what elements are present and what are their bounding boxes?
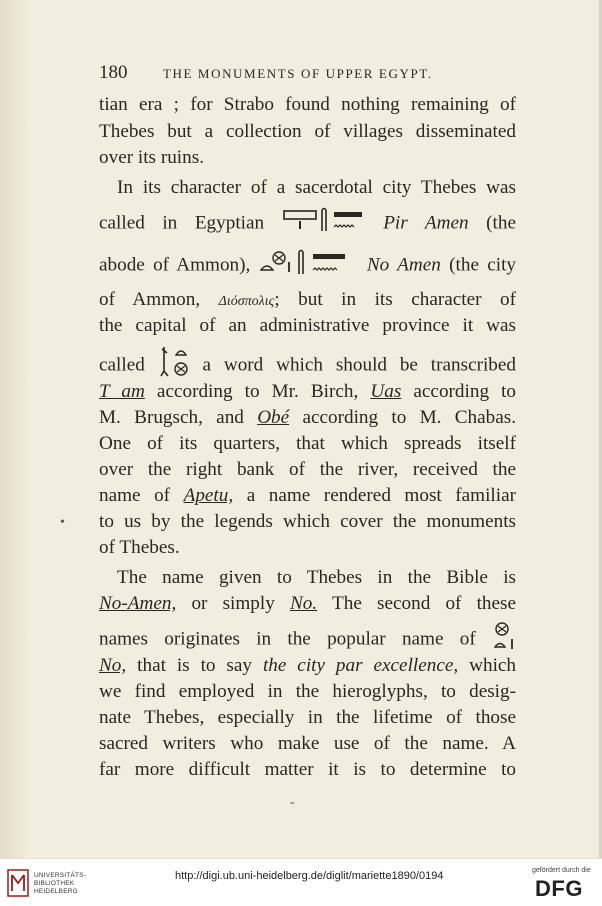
text-line: Thebes but a collection of villages disseminated (99, 121, 516, 142)
text-line: called in Egyptian Pir Amen (the (99, 207, 516, 241)
page-number: 180 (99, 62, 128, 83)
text-line: over its ruins. (99, 147, 204, 168)
text-line: the capital of an administrative province it was (99, 315, 516, 336)
funding-note: gefördert durch die (532, 867, 591, 874)
stray-mark: - (290, 795, 295, 810)
hieroglyph-pir-amen-icon (282, 207, 366, 241)
text-line: we find employed in the hieroglyphs, to desig- (99, 681, 516, 702)
running-header (99, 62, 516, 86)
text-line: nate Thebes, especially in the lifetime of those (99, 707, 516, 728)
hieroglyph-no-amen-icon (259, 248, 359, 284)
text-line: of Thebes. (99, 537, 180, 558)
text-line: over the right bank of the river, received the (99, 459, 516, 480)
text-line: T am according to Mr. Birch, Uas according to (99, 381, 517, 402)
text-line: M. Brugsch, and Obé according to M. Chabas. (99, 407, 517, 428)
text-line: of Ammon, Διόσπολις; but in its character of (99, 289, 517, 310)
text-line: sacred writers who make use of the name. A (99, 733, 516, 754)
text-line: names originates in the popular name of (99, 621, 516, 659)
source-url-link[interactable]: http://digi.ub.uni-heidelberg.de/diglit/mariette1890/0194 (175, 870, 444, 882)
text-line: abode of Ammon), No Amen (the city (99, 248, 516, 284)
dfg-logo: DFG (535, 876, 583, 901)
text-line: In its character of a sacerdotal city Thebes was (117, 177, 516, 198)
text-line: called a word which should be transcribed (99, 345, 516, 387)
digitization-footer (0, 858, 602, 906)
text-line: The name given to Thebes in the Bible is (117, 567, 516, 588)
text-line: far more difficult matter it is to determine to (99, 759, 516, 780)
text-line: to us by the legends which cover the monuments (99, 511, 516, 532)
text-line: tian era ; for Strabo found nothing remaining of (99, 94, 516, 115)
text-line: No-Amen, or simply No. The second of these (99, 593, 517, 614)
text-line: No, that is to say the city par excellence, which (99, 655, 517, 676)
text-line: name of Apetu, a name rendered most familiar (99, 485, 516, 506)
stray-mark: • (60, 515, 65, 530)
running-title: THE MONUMENTS OF UPPER EGYPT. (163, 66, 433, 81)
university-library-logo-icon: UNIVERSITÄTS- BIBLIOTHEK HEIDELBERG (7, 869, 87, 897)
text-line: One of its quarters, that which spreads itself (99, 433, 516, 454)
